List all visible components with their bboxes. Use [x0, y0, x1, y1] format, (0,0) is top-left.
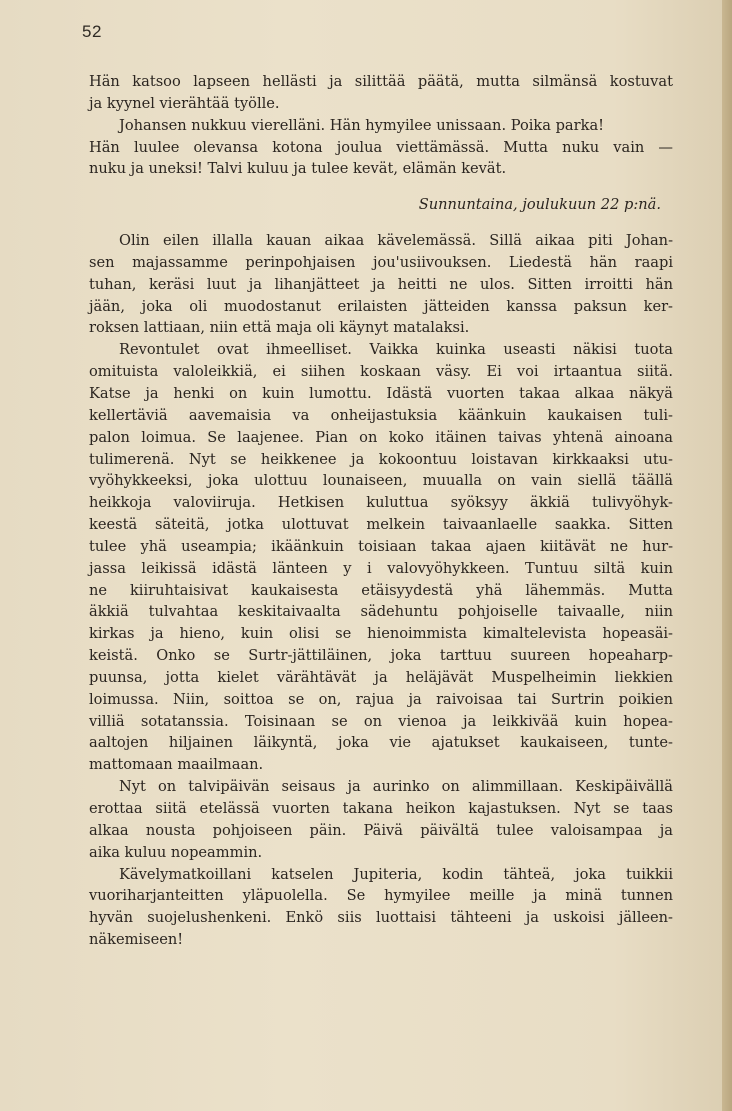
- text-line: ja kyynel vierähtää työlle.: [89, 94, 280, 112]
- text-line: Hän luulee olevansa kotona joulua viettämässä. Mutta nuku vain —: [89, 138, 673, 156]
- text-line: Kävelymatkoillani katselen Jupiteria, kodin tähteä, joka tuikkii: [119, 865, 673, 883]
- text-line: puunsa, jotta kielet värähtävät ja heläjävät Muspelheimin liekkien: [89, 668, 673, 686]
- text-line: Nyt on talvipäivän seisaus ja aurinko on alimmillaan. Keskipäivällä: [119, 778, 673, 796]
- text-line: näkemiseen!: [89, 931, 184, 949]
- text-line: sen majassamme perinpohjaisen jou'usiivouksen. Liedestä hän raapi: [89, 253, 673, 271]
- date-heading: Sunnuntaina, joulukuun 22 p:nä.: [418, 196, 661, 214]
- text-line: omituista valoleikkiä, ei siihen koskaan väsy. Ei voi irtaantua siitä.: [89, 363, 673, 381]
- text-line: jassa leikissä idästä länteen y i valovyöhykkeen. Tuntuu siltä kuin: [89, 559, 673, 577]
- text-line: loimussa. Niin, soittoa se on, rajua ja raivoisaa tai Surtrin poikien: [89, 690, 673, 708]
- text-line: alkaa nousta pohjoiseen päin. Päivä päivältä tulee valoisampaa ja: [89, 821, 673, 839]
- text-line: hyvän suojelushenkeni. Enkö siis luottaisi tähteeni ja uskoisi jälleen-: [89, 909, 673, 927]
- text-line: kirkas ja hieno, kuin olisi se hienoimmista kimaltelevista hopeasäi-: [89, 625, 673, 643]
- text-line: äkkiä tulvahtaa keskitaivaalta sädehuntu pohjoiselle taivaalle, niin: [89, 603, 673, 621]
- page-text: [89, 71, 673, 951]
- text-line: kellertäviä aavemaisia va onheijastuksia käänkuin kaukaisen tuli-: [89, 406, 673, 424]
- text-line: keistä. Onko se Surtr-jättiläinen, joka tarttuu suureen hopeaharp-: [89, 647, 673, 665]
- text-line: heikkoja valoviiruja. Hetkisen kuluttua syöksyy äkkiä tulivyöhyk-: [89, 494, 673, 512]
- page-edge: [722, 0, 732, 1111]
- text-line: ne kiiruhtaisivat kaukaisesta etäisyydestä yhä lähemmäs. Mutta: [89, 581, 673, 599]
- text-line: palon loimua. Se laajenee. Pian on koko itäinen taivas yhtenä ainoana: [89, 428, 673, 446]
- text-line: roksen lattiaan, niin että maja oli käynyt matalaksi.: [89, 319, 470, 337]
- text-line: Hän katsoo lapseen hellästi ja silittää päätä, mutta silmänsä kostuvat: [89, 73, 673, 90]
- text-line: erottaa siitä etelässä vuorten takana heikon kajastuksen. Nyt se taas: [89, 800, 673, 817]
- text-line: jään, joka oli muodostanut erilaisten jätteiden kanssa paksun ker-: [89, 297, 673, 315]
- text-line: Johansen nukkuu vierelläni. Hän hymyilee unissaan. Poika parka!: [119, 116, 605, 134]
- page-number: 52: [82, 22, 102, 41]
- text-line: tulimerenä. Nyt se heikkenee ja kokoontuu loistavan kirkkaaksi utu-: [89, 450, 673, 468]
- text-line: vuoriharjanteitten yläpuolella. Se hymyilee meille ja minä tunnen: [89, 887, 673, 905]
- text-line: keestä säteitä, jotka ulottuvat melkein taivaanlaelle saakka. Sitten: [89, 516, 673, 534]
- text-line: nuku ja uneksi! Talvi kuluu ja tulee kevät, elämän kevät.: [89, 160, 507, 178]
- text-line: aaltojen hiljainen läikyntä, joka vie ajatukset kaukaiseen, tunte-: [89, 734, 673, 752]
- text-line: Olin eilen illalla kauan aikaa kävelemässä. Sillä aikaa piti Johan-: [119, 232, 673, 250]
- text-line: aika kuluu nopeammin.: [89, 843, 263, 861]
- text-line: mattomaan maailmaan.: [89, 756, 264, 774]
- text-line: villiä sotatanssia. Toisinaan se on vienoa ja leikkivää kuin hopea-: [89, 712, 673, 730]
- text-line: tulee yhä useampia; ikäänkuin toisiaan takaa ajaen kiitävät ne hur-: [89, 537, 673, 555]
- text-line: tuhan, keräsi luut ja lihanjätteet ja heitti ne ulos. Sitten irroitti hän: [89, 275, 673, 293]
- text-line: Revontulet ovat ihmeelliset. Vaikka kuinka useasti näkisi tuota: [119, 341, 673, 359]
- text-line: Katse ja henki on kuin lumottu. Idästä vuorten takaa alkaa näkyä: [89, 384, 673, 402]
- text-line: vyöhykkeeksi, joka ulottuu lounaiseen, muualla on vain siellä täällä: [89, 472, 673, 490]
